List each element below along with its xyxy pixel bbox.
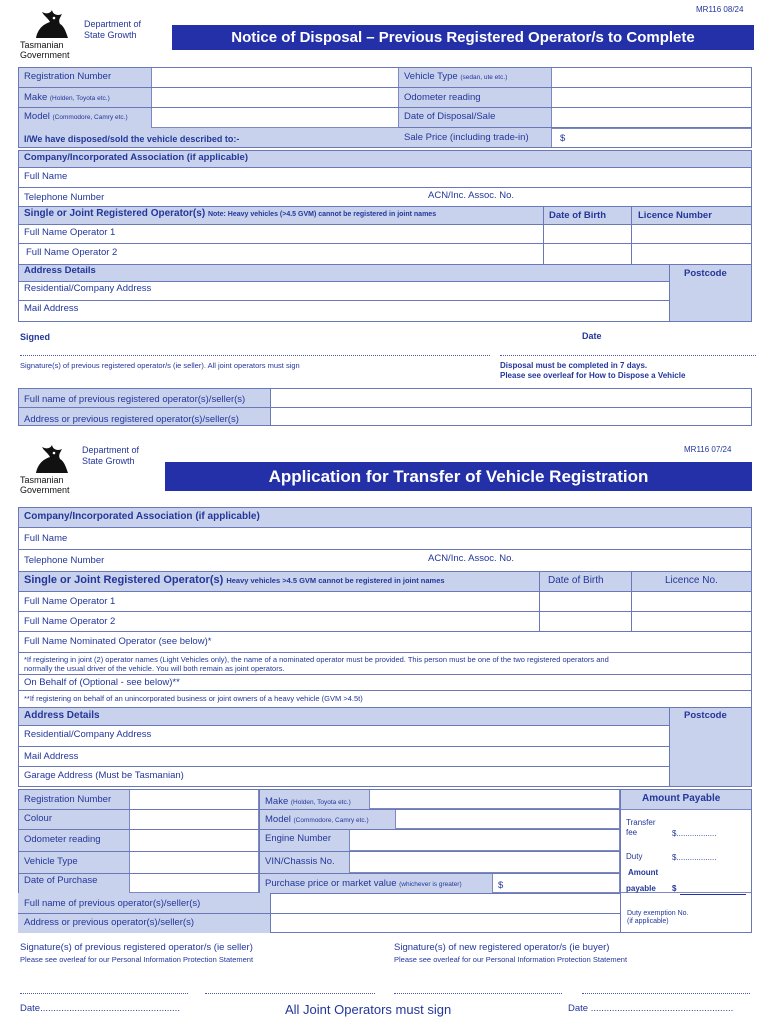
vin-label: VIN/Chassis No. [265,856,335,867]
company-header-2: Company/Incorporated Association (if applicable) [24,511,260,522]
model-label-2: Model (Commodore, Camry etc.) [265,814,369,825]
operator2-label: Full Name Operator 2 [26,247,118,258]
make-label-2: Make (Holden, Toyota etc.) [265,796,351,807]
signed-label: Signed [20,332,51,342]
make-label: Make (Holden, Toyota etc.) [24,92,110,103]
odometer-label-2: Odometer reading [24,834,101,845]
government-wordmark-2 [20,475,70,495]
prev-name-label: Full name of previous registered operator(s)/seller(s) [24,394,246,405]
date-right[interactable]: Date ...................................................... [568,1003,734,1014]
amount-payable-header: Amount Payable [642,793,721,804]
reg-number-label-2: Registration Number [24,794,112,805]
dept-line1: Department of [84,19,142,29]
amount-label-1: Amount [628,868,659,877]
model-label: Model (Commodore, Camry etc.) [24,111,128,122]
new-signature-line-1[interactable] [394,993,562,994]
duty-exempt-2: (if applicable) [627,918,669,925]
behalf-label: On Behalf of (Optional - see below)** [24,677,180,688]
dept-line2: State Growth [82,456,135,466]
notice-title: Notice of Disposal – Previous Registered Operator/s to Complete [172,25,754,50]
sale-price-dollar: $ [560,133,566,144]
tasmanian-devil-logo [30,6,72,42]
dob-header: Date of Birth [549,210,606,221]
dept-line1: Department of [82,445,140,455]
tasmanian-devil-logo-2 [30,441,72,477]
acn-label-2: ACN/Inc. Assoc. No. [428,553,515,564]
gov-line1: Tasmanian [20,40,64,50]
transfer-title: Application for Transfer of Vehicle Registration [165,462,752,491]
prev-signature-line-1[interactable] [20,993,188,994]
purchase-dollar: $ [498,880,504,891]
odometer-label: Odometer reading [404,92,481,103]
licence-header-2: Licence No. [665,575,718,586]
telephone-label-2: Telephone Number [24,555,105,566]
company-header: Company/Incorporated Association (if applicable) [24,152,248,163]
transfer-fee-label-1: Transfer [626,818,656,827]
gov-line2: Government [20,50,70,60]
disposal-note2: Please see overleaf for How to Dispose a Vehicle [500,371,686,380]
operator1-label-2: Full Name Operator 1 [24,596,116,607]
duty-label: Duty [626,852,643,861]
full-name-label: Full Name [24,171,68,182]
new-signature-line-2[interactable] [582,993,750,994]
sale-price-label: Sale Price (including trade-in) [404,132,529,143]
residential-label-2: Residential/Company Address [24,729,152,740]
dob-header-2: Date of Birth [548,575,604,586]
date-purchase-label: Date of Purchase [24,875,98,886]
prev-name-label-2: Full name of previous operator(s)/seller(s) [24,898,201,909]
licence-header: Licence Number [638,210,712,221]
vehicle-type-label-2: Vehicle Type [24,856,78,867]
disposal-note1: Disposal must be completed in 7 days. [500,361,648,370]
acn-label: ACN/Inc. Assoc. No. [428,190,515,201]
postcode-header-2: Postcode [684,710,727,721]
privacy-note-left: Please see overleaf for our Personal Information Protection Statement [20,955,254,964]
engine-label: Engine Number [265,833,332,844]
date-line[interactable] [500,355,756,356]
transfer-fee-value[interactable]: $.................. [672,829,717,838]
operators-header-2: Single or Joint Registered Operator(s) Heavy vehicles >4.5 GVM cannot be registered in joint names [24,574,445,586]
prev-address-label: Address or previous registered operator(s)/seller(s) [24,414,239,425]
transfer-fee-label-2: fee [626,828,638,837]
joint-sign-note: All Joint Operators must sign [285,1002,452,1017]
gov-line1: Tasmanian [20,475,64,485]
colour-label: Colour [24,813,52,824]
telephone-label: Telephone Number [24,192,105,203]
dept-line2: State Growth [84,30,137,40]
garage-label: Garage Address (Must be Tasmanian) [24,770,184,781]
department-name-2 [82,445,139,467]
date-left[interactable]: Date..................................................... [20,1003,180,1014]
duty-value[interactable]: $.................. [672,853,717,862]
address-header-2: Address Details [24,710,100,721]
department-name [84,19,141,41]
joint-note-1: *If registering in joint (2) operator names (Light Vehicles only), the name of a nominated operator must be provided. This person must be one of the two registered operators and [24,655,609,664]
form-code-2: MR116 07/24 [684,445,732,454]
vehicle-type-label: Vehicle Type (sedan, ute etc.) [404,71,508,82]
amount-label-2: payable [626,884,656,893]
prev-address-label-2: Address or previous operator(s)/seller(s) [24,917,195,928]
mail-label: Mail Address [24,303,79,314]
postcode-header: Postcode [684,268,727,279]
residential-label: Residential/Company Address [24,283,152,294]
behalf-note: **If registering on behalf of an unincorporated business or joint owners of a heavy vehicle (GVM >4.5t) [24,694,363,703]
operators-header: Single or Joint Registered Operator(s) Note: Heavy vehicles (>4.5 GVM) cannot be registered in joint names [24,208,437,219]
sig-prev-label: Signature(s) of previous registered operator/s (ie seller) [20,942,253,953]
purchase-price-label: Purchase price or market value (whichever is greater) [265,878,462,889]
privacy-note-right: Please see overleaf for our Personal Information Protection Statement [394,955,628,964]
address-header: Address Details [24,265,96,276]
company-section-border [18,150,752,322]
government-wordmark [20,40,70,60]
prev-signature-line-2[interactable] [205,993,375,994]
date-label: Date [582,331,602,341]
joint-note-2: normally the usual driver of the vehicle. You will both remain as joint operators. [24,664,285,673]
amount-dollar: $ [672,884,677,893]
operator2-label-2: Full Name Operator 2 [24,616,116,627]
reg-number-label: Registration Number [24,71,112,82]
mail-label-2: Mail Address [24,751,79,762]
sig-new-label: Signature(s) of new registered operator/s (ie buyer) [394,942,610,953]
gov-line2: Government [20,485,70,495]
signature-line[interactable] [20,355,490,356]
nominated-label: Full Name Nominated Operator (see below)* [24,636,212,647]
form-code: MR116 08/24 [696,5,744,14]
signature-note: Signature(s) of previous registered operator/s (ie seller). All joint operators must sign [20,361,300,370]
operator1-label: Full Name Operator 1 [24,227,116,238]
date-disposal-label: Date of Disposal/Sale [404,111,496,122]
duty-exempt-1: Duty exemption No. [627,910,689,917]
disposed-statement: I/We have disposed/sold the vehicle described to:- [24,134,240,144]
full-name-label-2: Full Name [24,533,68,544]
